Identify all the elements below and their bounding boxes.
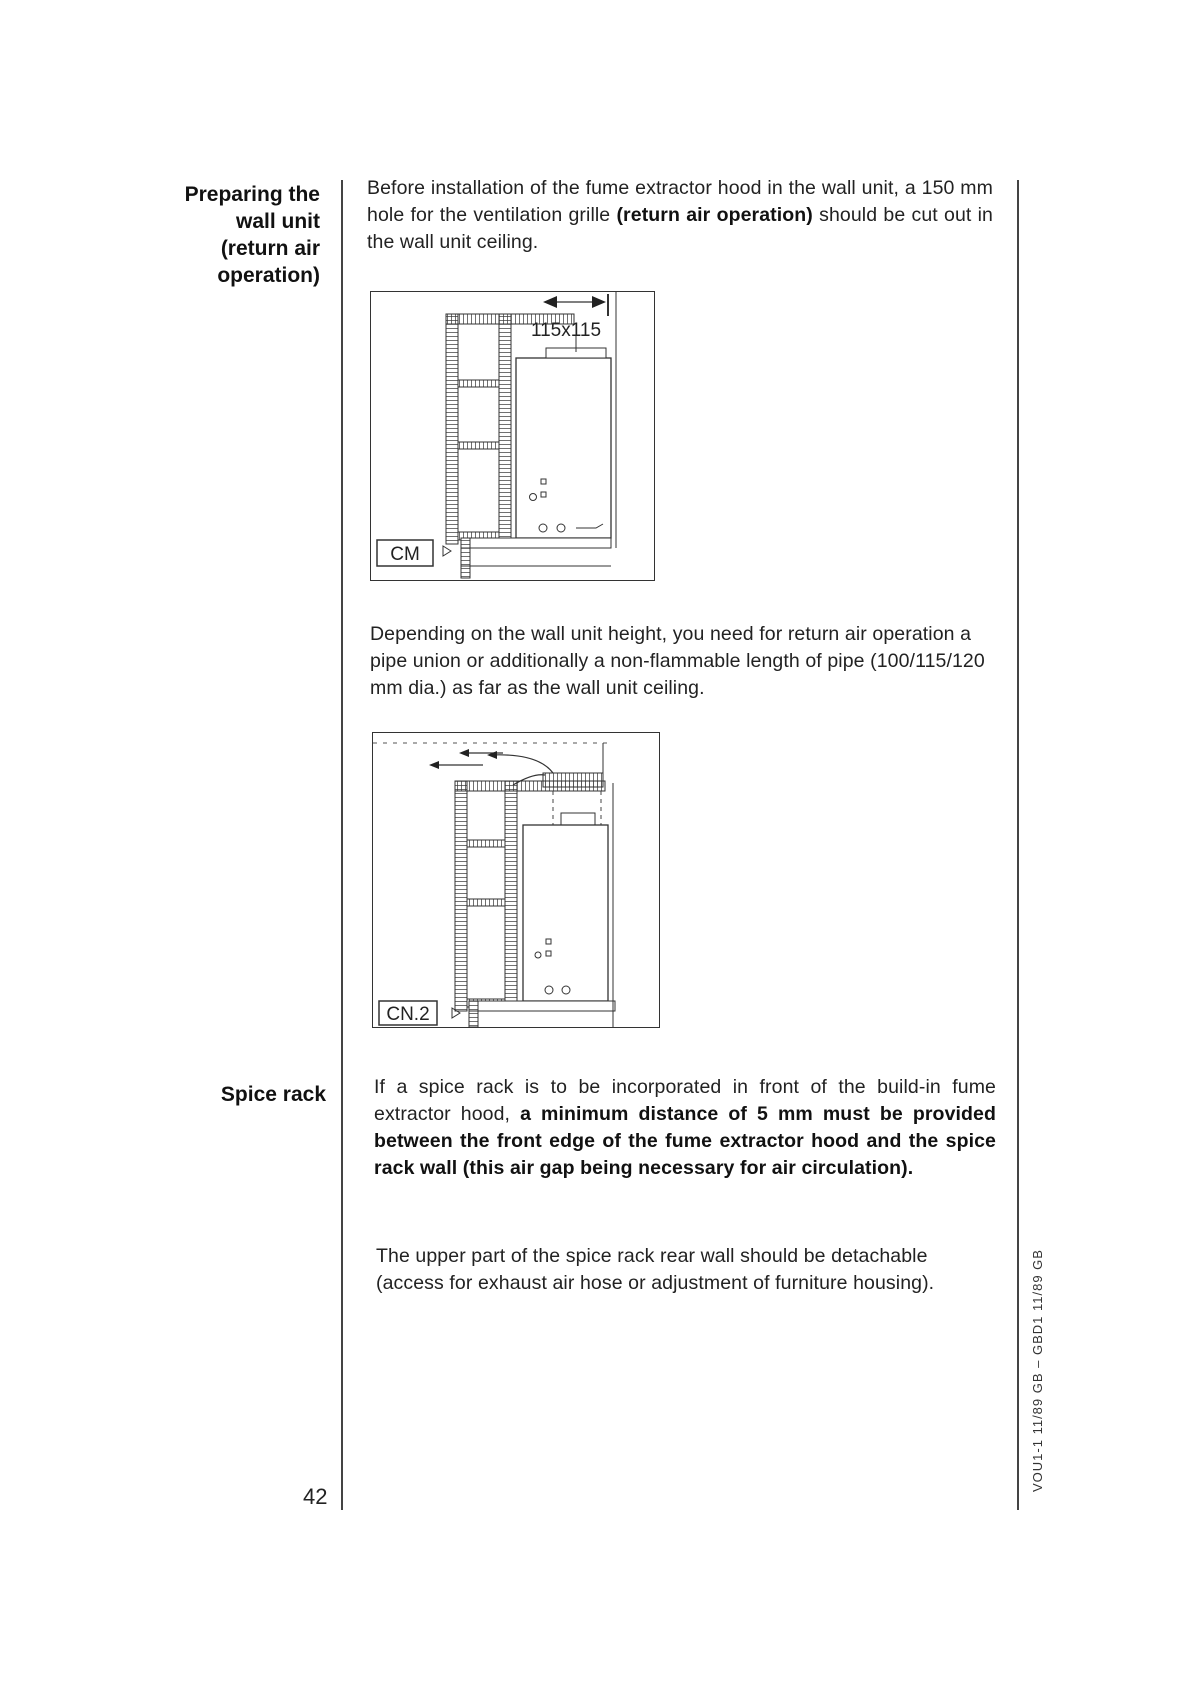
paragraph-spice-rack-rear-wall: The upper part of the spice rack rear wall should be detachable (access for exhaust air hose or adjustment of furniture housing). [376,1245,935,1294]
bold-emphasis: (return air operation) [616,204,813,226]
wall-unit-illustration [371,292,654,580]
heading-line: wall unit [236,210,320,233]
heading-line: (return air [220,237,320,260]
section-heading-spice-rack: Spice rack [220,1083,326,1106]
paragraph-preparing-intro: Before installation of the fume extractor hood in the wall unit, a 150 mm hole for the ventilation grille (return air operation) should be cut out in the wall unit ceiling. [367,177,993,253]
bold-emphasis: a minimum distance of 5 mm must be provided between the front edge of the fume extractor hood and the spice rack wall (this air gap being necessary for air circulation). [374,1103,996,1179]
wall-unit-pipe-illustration [373,733,659,1027]
paragraph-return-air-pipe: Depending on the wall unit height, you need for return air operation a pipe union or additionally a non-flammable length of pipe (100/115/120 mm dia.) as far as the wall unit ceiling. [370,623,985,699]
figure-label-cm: CM [390,544,420,565]
heading-line: Preparing the [184,183,320,206]
document-code: VOU1-1 11/89 GB – GBD1 11/89 GB [1030,1249,1045,1492]
paragraph-spice-rack-distance: If a spice rack is to be incorporated in front of the build-in fume extractor hood, a minimum distance of 5 mm must be provided between the front edge of the fume extractor hood and the spice rack wall (this air gap being necessary for air circulation). [374,1076,996,1179]
figure-cn2-diagram [372,732,660,1028]
right-margin-rule [1017,180,1019,1510]
left-column-rule [341,180,343,1510]
figure-cm-diagram [370,291,655,581]
section-heading-preparing [100,181,320,289]
figure-label-cn2: CN.2 [386,1004,430,1025]
dimension-label: 115x115 [530,320,602,341]
page-number: 42 [303,1484,328,1509]
heading-line: operation) [217,264,320,287]
